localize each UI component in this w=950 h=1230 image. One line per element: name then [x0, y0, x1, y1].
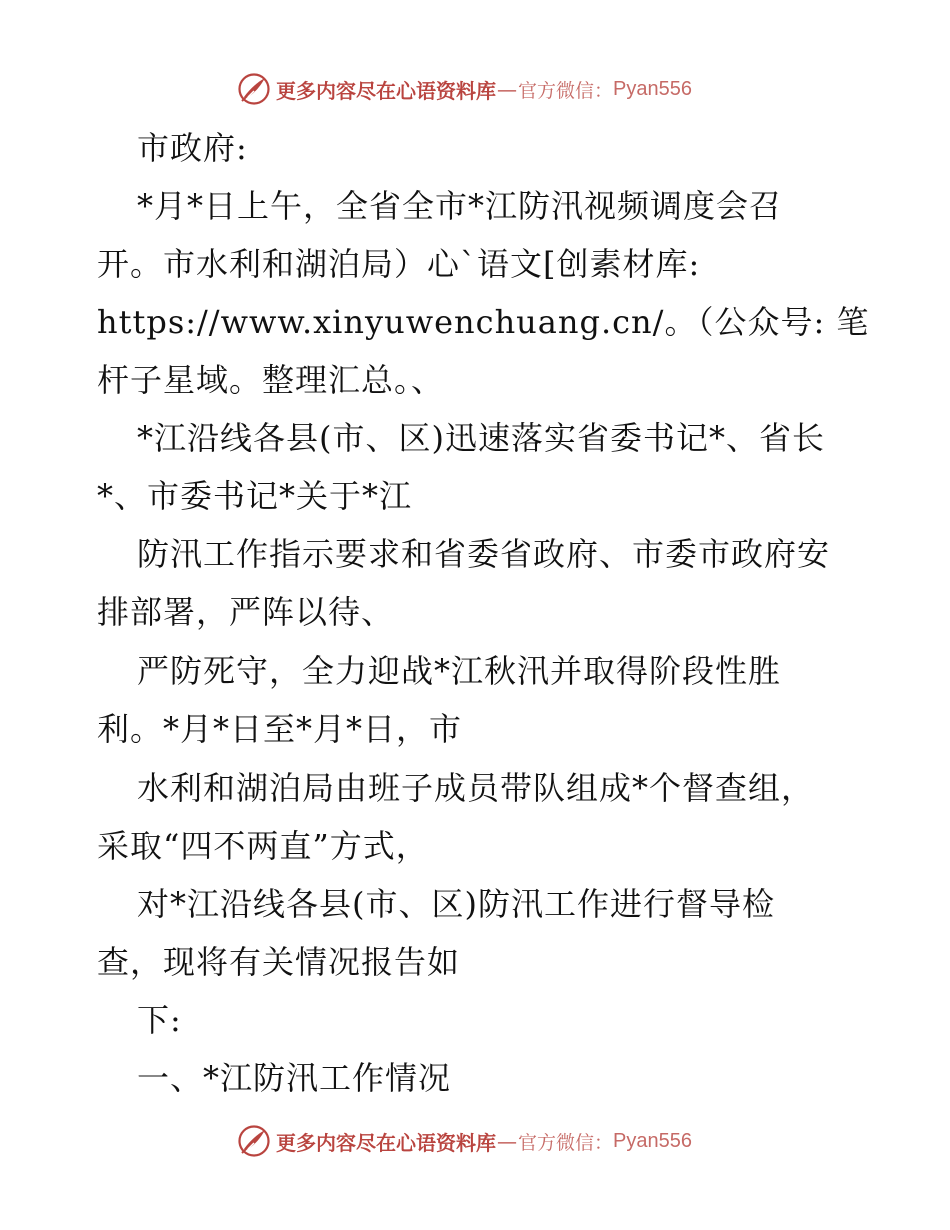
doc-line-9: 排部署，严阵以待、	[97, 593, 395, 631]
doc-line-6: *江沿线各县(市、区)迅速落实省委书记*、省长	[137, 419, 825, 457]
doc-line-3: 开。市水利和湖泊局）心`语文[创素材库:	[97, 245, 701, 283]
doc-line-17: 一、*江防汛工作情况	[137, 1059, 452, 1097]
doc-line-13: 采取“四不两直”方式，	[97, 827, 429, 865]
doc-line-16: 下:	[137, 1001, 182, 1039]
doc-line-2: *月*日上午，全省全市*江防汛视频调度会召	[137, 187, 783, 225]
watermark-main-text: 更多内容尽在心语资料库	[276, 78, 496, 103]
watermark-header	[237, 72, 692, 106]
quill-logo-icon	[237, 1124, 271, 1158]
doc-line-11: 利。*月*日至*月*日，市	[97, 710, 463, 748]
quill-logo-icon	[237, 72, 271, 106]
doc-line-1: 市政府:	[137, 129, 248, 167]
doc-line-15: 查，现将有关情况报告如	[97, 943, 461, 981]
watermark-sub-text: 官方微信：	[518, 1131, 614, 1154]
watermark-footer	[237, 1124, 692, 1158]
watermark-wechat-id: Pyan556	[613, 1129, 692, 1152]
watermark-wechat-id: Pyan556	[613, 77, 692, 100]
doc-line-14: 对*江沿线各县(市、区)防汛工作进行督导检	[137, 885, 775, 923]
watermark-dash: —	[497, 77, 517, 101]
doc-line-5: 杆子星域。整理汇总。、	[97, 361, 445, 399]
watermark-sub-text: 官方微信：	[518, 79, 614, 102]
watermark-dash: —	[497, 1129, 517, 1153]
watermark-main-text: 更多内容尽在心语资料库	[276, 1130, 496, 1155]
doc-line-8: 防汛工作指示要求和省委省政府、市委市政府安	[137, 535, 831, 573]
doc-line-12: 水利和湖泊局由班子成员带队组成*个督查组，	[137, 769, 815, 807]
doc-line-7: *、市委书记*关于*江	[97, 477, 413, 515]
doc-line-10: 严防死守，全力迎战*江秋汛并取得阶段性胜	[137, 652, 782, 690]
doc-line-4: https://www.xinyuwenchuang.cn/。（公众号: 笔	[97, 303, 870, 341]
